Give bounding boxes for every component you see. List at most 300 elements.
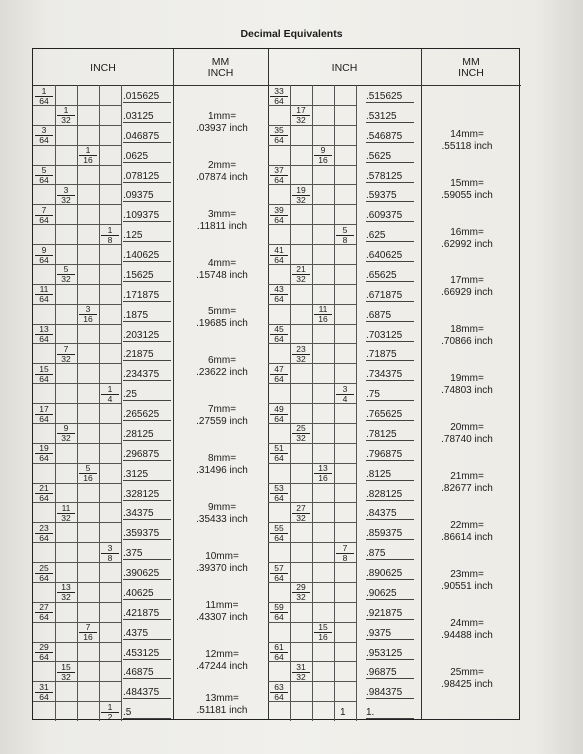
fraction [270,87,288,106]
decimal-text: .21875 [123,349,171,361]
row-divider [268,582,356,583]
decimal-text: .296875 [123,449,171,461]
decimal-value [366,250,414,262]
inch-value: .11811 inch [196,220,248,232]
row-divider [33,582,121,583]
fraction-denominator: 32 [296,671,306,682]
decimal-value [366,628,414,640]
fraction-denominator: 64 [39,652,49,662]
decimal-text: .1875 [123,310,171,322]
fraction-denominator: 64 [274,373,284,384]
header-mm-left-line1: MM [211,56,230,68]
column-divider [421,49,422,719]
row-divider [268,264,356,265]
decimal-value [123,171,171,183]
decimal-value [366,548,414,560]
decimal-value [366,210,414,222]
inch-value: .90551 inch [441,580,493,592]
fraction [35,683,53,702]
inch-value: .59055 inch [441,189,493,201]
fraction-numerator: 31 [292,663,310,673]
fraction-denominator: 32 [61,274,71,285]
decimal-text: .265625 [123,409,171,421]
decimal-text: .25 [123,389,171,401]
mm-conversion [426,422,508,446]
decimal-text: .796875 [366,449,414,461]
fraction [57,504,75,523]
fraction-denominator: 32 [61,592,71,603]
fraction-numerator: 41 [270,246,288,256]
decimal-text: .65625 [366,270,414,282]
decimal-value [366,111,414,123]
fraction [292,504,310,523]
decimal-text: .09375 [123,190,171,202]
mm-conversion [426,520,508,544]
fraction-denominator: 64 [274,214,284,225]
fraction [270,564,288,583]
fraction-numerator: 25 [292,424,310,434]
fraction-numerator: 9 [314,146,332,156]
fraction [270,126,288,145]
fraction [292,265,310,284]
decimal-text: .328125 [123,489,171,501]
fraction [292,106,310,125]
decimal-text: .359375 [123,528,171,540]
decimal-value [123,568,171,580]
decimal-text: .6875 [366,310,414,322]
fraction-denominator: 64 [39,95,49,106]
fraction [270,325,288,344]
fraction-denominator: 64 [274,612,284,623]
decimal-text: .671875 [366,290,414,302]
fraction [35,484,53,503]
decimal-text: .375 [123,548,171,560]
fraction-denominator: 8 [107,234,113,245]
decimal-value [123,349,171,361]
fraction-numerator: 9 [57,424,75,434]
decimal-value [123,250,171,262]
fraction [101,385,119,404]
fraction [35,285,53,304]
fraction-denominator: 64 [274,453,284,464]
fraction-denominator: 4 [107,393,113,404]
decimal-text: .609375 [366,210,414,222]
fraction-denominator: 64 [39,532,49,543]
mm-conversion [426,275,508,299]
mm-conversion [426,373,508,397]
fraction-numerator: 1 [101,385,119,395]
row-divider [33,661,121,662]
mm-conversion [426,667,508,691]
fraction-numerator: 61 [270,643,288,653]
fraction-numerator: 17 [292,106,310,116]
decimal-value [366,608,414,620]
decimal-text: .109375 [123,210,171,222]
fraction-numerator: 51 [270,444,288,454]
mm-value: 9mm= [207,501,237,513]
inch-value: .35433 inch [196,513,248,525]
decimal-text: .140625 [123,250,171,262]
decimal-text: .78125 [366,429,414,441]
fraction-denominator: 64 [39,135,49,146]
fraction [270,246,288,265]
fraction-numerator: 13 [314,464,332,474]
mm-value: 12mm= [205,648,239,660]
mm-conversion [181,306,263,330]
row-divider [33,622,121,623]
mm-value: 11mm= [205,599,239,611]
fraction-denominator: 64 [274,493,284,503]
mm-value: 6mm= [207,355,237,367]
decimal-value [123,548,171,560]
decimal-value [123,628,171,640]
fraction [314,305,332,324]
fraction-numerator: 1 [79,146,97,156]
row-divider [33,463,121,464]
fraction [270,484,288,503]
fraction-denominator: 16 [318,155,328,166]
inch-value: .66929 inch [441,287,493,299]
decimal-value [123,389,171,401]
fraction-numerator: 35 [270,126,288,136]
mm-value: 3mm= [207,208,237,220]
inch-value: .94488 inch [441,629,493,641]
fraction-denominator: 64 [39,175,49,185]
fraction-denominator: 4 [342,393,348,404]
fraction [35,246,53,265]
fraction-numerator: 57 [270,564,288,574]
mm-value: 7mm= [207,404,237,416]
decimal-text: .03125 [123,111,171,123]
fraction [270,683,288,702]
row-divider [33,423,121,424]
fraction-numerator: 3 [35,126,53,136]
fraction-denominator: 16 [83,155,93,166]
fraction-numerator: 43 [270,285,288,295]
fraction-numerator: 15 [57,663,75,673]
header-mm-left-line2: INCH [207,67,234,79]
decimal-value [366,290,414,302]
inch-value: .98425 inch [441,678,493,690]
decimal-text: .703125 [366,330,414,342]
fraction [270,444,288,463]
decimal-value [123,290,171,302]
fraction-numerator: 7 [336,544,354,554]
decimal-text: .921875 [366,608,414,620]
decimal-text: .171875 [123,290,171,302]
fraction-denominator: 64 [274,652,284,662]
fraction [79,146,97,165]
fraction-numerator: 15 [35,365,53,375]
decimal-value [123,508,171,520]
fraction-denominator: 64 [39,413,49,424]
fraction [336,385,354,404]
fraction [292,345,310,364]
fraction-column-divider [356,85,357,721]
decimal-value [366,230,414,242]
row-divider [268,145,356,146]
header-mm-right-line2: INCH [458,67,484,79]
fraction-numerator: 7 [35,206,53,216]
fraction [336,226,354,245]
fraction-numerator: 59 [270,603,288,613]
decimal-value [123,469,171,481]
decimal-text: .421875 [123,608,171,620]
decimal-text: .078125 [123,171,171,183]
fraction-denominator: 64 [274,294,284,305]
decimal-value [366,667,414,679]
fraction [314,623,332,642]
decimal-text: .34375 [123,508,171,520]
fraction-numerator: 37 [270,166,288,176]
fraction-denominator: 64 [274,254,284,265]
fraction [35,524,53,543]
header-mm-right-line1: MM [462,56,480,68]
fraction [314,146,332,165]
fraction-denominator: 32 [61,115,71,126]
decimal-text: .4375 [123,628,171,640]
decimal-text: .90625 [366,588,414,600]
fraction [79,464,97,483]
fraction-denominator: 64 [274,334,284,344]
decimal-value [366,171,414,183]
mm-conversion [181,693,263,717]
fraction-numerator: 13 [57,583,75,593]
fraction [79,623,97,642]
fraction-denominator: 64 [39,334,49,344]
inch-value: .82677 inch [441,482,493,494]
fraction [270,285,288,304]
decimal-text: .9375 [366,628,414,640]
decimal-text: .84375 [366,508,414,520]
fraction [270,603,288,622]
fraction-numerator: 19 [35,444,53,454]
decimal-value [366,588,414,600]
decimal-value [366,469,414,481]
inch-value: .03937 inch [196,122,248,134]
mm-value: 4mm= [207,257,237,269]
row-divider [268,502,356,503]
decimal-value [366,648,414,660]
decimal-equivalents-table [32,48,520,720]
row-divider [33,184,121,185]
decimal-text: .59375 [366,190,414,202]
fraction-denominator: 32 [296,274,306,285]
inch-value: .23622 inch [196,367,248,379]
mm-conversion [181,600,263,624]
mm-conversion [426,569,508,593]
fraction-numerator: 7 [57,345,75,355]
fraction-denominator: 64 [274,532,284,543]
fraction-numerator: 5 [79,464,97,474]
decimal-value [123,588,171,600]
fraction-denominator: 64 [39,294,49,305]
decimal-text: .40625 [123,588,171,600]
fraction-numerator: 53 [270,484,288,494]
mm-value: 18mm= [450,324,484,336]
fraction-numerator: 31 [35,683,53,693]
row-divider [33,502,121,503]
fraction-numerator: 1 [101,703,119,713]
decimal-value [123,131,171,143]
fraction-denominator: 32 [296,353,306,364]
fraction [35,643,53,662]
inch-value: .78740 inch [441,434,493,446]
inch-value: .07874 inch [196,171,248,183]
fraction [57,424,75,443]
mm-value: 17mm= [450,275,484,287]
fraction-numerator: 47 [270,365,288,375]
mm-value: 14mm= [450,128,484,140]
fraction-numerator: 63 [270,683,288,693]
fraction-numerator: 29 [292,583,310,593]
decimal-text: .890625 [366,568,414,580]
mm-value: 25mm= [450,666,484,678]
fraction-numerator: 23 [35,524,53,534]
header-inch-right: INCH [331,62,358,74]
fraction-denominator: 64 [274,413,284,424]
fraction-denominator: 8 [107,552,113,563]
fraction [101,226,119,245]
fraction-denominator: 64 [39,612,49,623]
row-divider [268,661,356,662]
decimal-value [123,230,171,242]
fraction-numerator: 5 [57,265,75,275]
row-divider [33,105,121,106]
row-divider [268,423,356,424]
fraction [292,583,310,602]
decimal-value [123,111,171,123]
fraction [292,186,310,205]
fraction-denominator: 32 [296,592,306,603]
fraction-numerator: 27 [35,603,53,613]
page-title: Decimal Equivalents [240,28,343,40]
decimal-value [366,310,414,322]
fraction-denominator: 64 [39,572,49,583]
decimal-text: .734375 [366,369,414,381]
fraction-numerator: 55 [270,524,288,534]
fraction-numerator: 3 [79,305,97,315]
mm-value: 10mm= [205,550,239,562]
fraction [35,166,53,185]
row-divider [268,184,356,185]
mm-value: 21mm= [450,470,484,482]
decimal-value [123,528,171,540]
fraction-numerator: 11 [314,305,332,315]
fraction [57,106,75,125]
fraction-numerator: 21 [292,265,310,275]
column-divider [173,49,174,719]
fraction [35,603,53,622]
fraction [57,186,75,205]
fraction [314,464,332,483]
decimal-value [123,409,171,421]
inch-value: .55118 inch [441,140,493,152]
fraction-numerator: 7 [79,623,97,633]
decimal-value [123,210,171,222]
decimal-text: .015625 [123,91,171,103]
decimal-value [123,449,171,461]
decimal-text: .578125 [366,171,414,183]
whole-number: 1 [340,707,346,719]
row-divider [33,264,121,265]
fraction [35,564,53,583]
fraction-denominator: 8 [342,234,348,245]
fraction-denominator: 16 [318,632,328,643]
fraction-numerator: 25 [35,564,53,574]
decimal-text: .390625 [123,568,171,580]
mm-value: 5mm= [207,306,237,318]
decimal-text: .859375 [366,528,414,540]
row-divider [268,105,356,106]
fraction-denominator: 16 [83,314,93,325]
decimal-text: .5 [123,707,171,719]
decimal-text: .96875 [366,667,414,679]
decimal-value [366,389,414,401]
decimal-text: .765625 [366,409,414,421]
fraction-numerator: 5 [35,166,53,176]
fraction [79,305,97,324]
inch-value: .39370 inch [196,562,248,574]
decimal-value [123,91,171,103]
mm-conversion [181,453,263,477]
fraction-denominator: 32 [61,353,71,364]
row-divider [33,304,121,305]
decimal-text: .484375 [123,687,171,699]
fraction-denominator: 32 [61,194,71,205]
decimal-value [366,91,414,103]
fraction-denominator: 64 [39,453,49,464]
fraction-denominator: 64 [274,572,284,583]
fraction-column-divider [121,85,122,721]
row-divider [268,343,356,344]
mm-conversion [181,502,263,526]
fraction-numerator: 19 [292,186,310,196]
fraction [101,544,119,563]
decimal-value [123,648,171,660]
mm-conversion [426,178,508,202]
mm-conversion [181,551,263,575]
fraction [35,444,53,463]
decimal-value [123,151,171,163]
decimal-value [366,270,414,282]
fraction-numerator: 33 [270,87,288,97]
fraction-denominator: 16 [83,473,93,484]
fraction-numerator: 11 [35,285,53,295]
fraction-denominator: 8 [342,552,348,563]
fraction-denominator: 32 [296,433,306,444]
fraction [270,524,288,543]
fraction [57,663,75,682]
mm-value: 13mm= [205,693,239,705]
row-divider [268,304,356,305]
decimal-text: .203125 [123,330,171,342]
fraction-denominator: 32 [61,671,71,682]
decimal-text: .71875 [366,349,414,361]
fraction-denominator: 32 [296,115,306,126]
mm-conversion [426,227,508,251]
decimal-text: .3125 [123,469,171,481]
row-divider [268,463,356,464]
fraction-numerator: 29 [35,643,53,653]
fraction [292,663,310,682]
fraction [35,365,53,384]
decimal-value [366,489,414,501]
decimal-value [123,489,171,501]
fraction-denominator: 64 [39,691,49,702]
decimal-value [366,190,414,202]
fraction-denominator: 64 [39,373,49,384]
